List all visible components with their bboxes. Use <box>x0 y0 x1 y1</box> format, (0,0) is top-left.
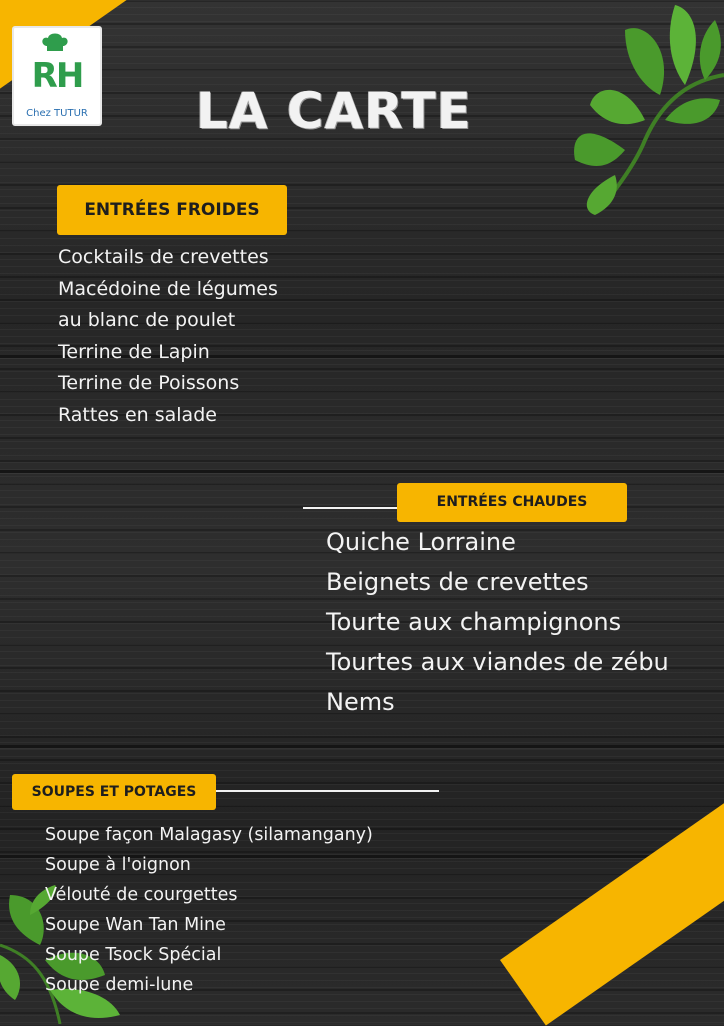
menu-item: Vélouté de courgettes <box>45 885 238 905</box>
menu-item: Rattes en salade <box>58 403 217 426</box>
menu-item: Quiche Lorraine <box>326 528 516 556</box>
menu-list-entrees-froides <box>58 242 278 432</box>
menu-item: Terrine de Poissons <box>58 372 240 395</box>
menu-item: Beignets de crevettes <box>326 568 589 596</box>
menu-item: Soupe Wan Tan Mine <box>45 915 226 935</box>
menu-list-entrees-chaudes <box>326 522 669 722</box>
plank-seam <box>0 745 724 748</box>
divider-line <box>216 790 439 792</box>
section-heading-soupes-potages: SOUPES ET POTAGES <box>12 774 216 810</box>
yellow-stripe-bottom <box>500 771 724 1026</box>
menu-item: Soupe Tsock Spécial <box>45 945 222 965</box>
chef-hat-icon <box>40 32 70 52</box>
menu-list-soupes-potages <box>45 820 373 1000</box>
page-title: LA CARTE <box>196 82 472 140</box>
section-heading-entrees-chaudes: ENTRÉES CHAUDES <box>397 483 627 522</box>
menu-item: Tourte aux champignons <box>326 608 622 636</box>
logo-name: Chez TUTUR <box>26 108 88 119</box>
plank-seam <box>0 470 724 473</box>
menu-item: au blanc de poulet <box>58 309 236 332</box>
logo-letters: RH <box>31 56 83 96</box>
menu-item: Macédoine de légumes <box>58 277 278 300</box>
menu-item: Nems <box>326 688 395 716</box>
menu-item: Terrine de Lapin <box>58 340 210 363</box>
menu-item: Soupe à l'oignon <box>45 855 191 875</box>
menu-item: Cocktails de crevettes <box>58 246 269 268</box>
tomato-leaf-icon <box>565 0 724 215</box>
restaurant-logo <box>12 26 102 126</box>
menu-item: Soupe façon Malagasy (silamangany) <box>45 825 373 845</box>
menu-item: Tourtes aux viandes de zébu <box>326 648 669 676</box>
divider-line <box>303 507 398 509</box>
menu-item: Soupe demi-lune <box>45 975 194 995</box>
section-heading-entrees-froides: ENTRÉES FROIDES <box>57 185 287 235</box>
